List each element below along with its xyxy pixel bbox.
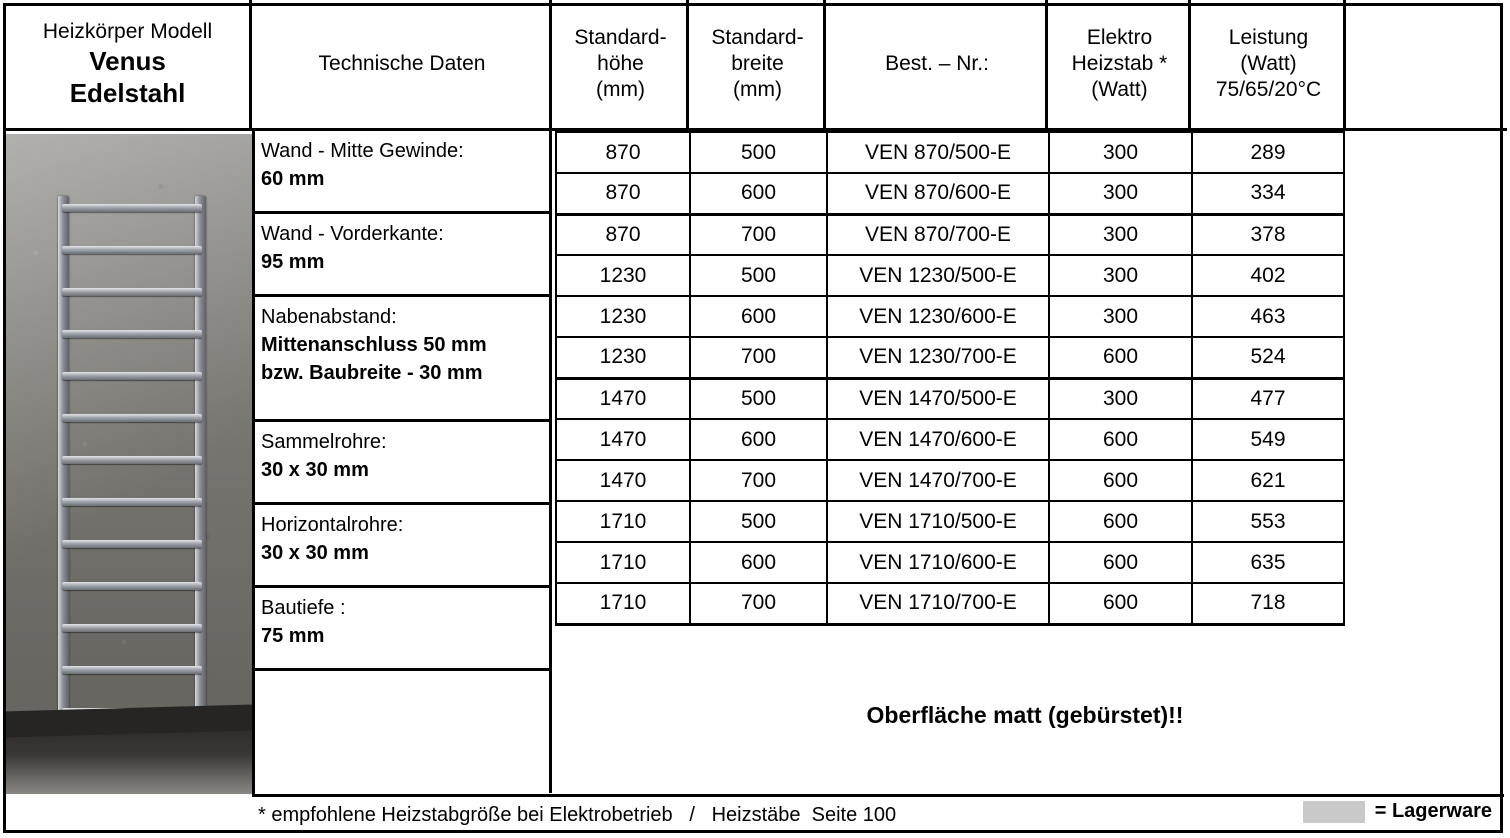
cell-width: 600 — [690, 419, 827, 460]
table-row — [556, 173, 1344, 214]
cell-width: 500 — [690, 501, 827, 542]
table-row — [556, 419, 1344, 460]
footer — [258, 798, 1498, 832]
cell-output: 334 — [1192, 173, 1344, 214]
table-row — [556, 460, 1344, 501]
spec-value: 75 mm — [261, 625, 325, 647]
cell-height: 1470 — [556, 419, 690, 460]
cell-width: 700 — [690, 460, 827, 501]
header-model-cell — [6, 0, 252, 128]
cell-heating-rod: 300 — [1049, 132, 1192, 173]
cell-order-number: VEN 1710/500-E — [827, 501, 1049, 542]
cell-height: 870 — [556, 132, 690, 173]
header-electric-rod-l2: Heizstab * — [1071, 52, 1168, 75]
header-output-conditions: 75/65/20°C — [1215, 78, 1322, 101]
technical-data-column — [255, 131, 552, 793]
cell-heating-rod: 600 — [1049, 501, 1192, 542]
header-order-number-label: Best. – Nr.: — [885, 52, 989, 75]
cell-order-number: VEN 1470/500-E — [827, 378, 1049, 419]
spec-row — [255, 131, 549, 214]
footer-rule — [255, 794, 1504, 797]
header-output — [1194, 0, 1346, 128]
header-output-l1: Leistung — [1228, 26, 1309, 49]
radiator-rail — [62, 540, 202, 548]
cell-output: 549 — [1192, 419, 1344, 460]
radiator-right-post — [195, 196, 206, 744]
cell-order-number: VEN 870/600-E — [827, 173, 1049, 214]
image-floor — [6, 722, 252, 794]
spec-row — [255, 214, 549, 297]
cell-heating-rod: 300 — [1049, 378, 1192, 419]
cell-order-number: VEN 1710/600-E — [827, 542, 1049, 583]
radiator-left-post — [58, 196, 69, 744]
header-standard-width-unit: (mm) — [733, 78, 782, 101]
cell-output: 635 — [1192, 542, 1344, 583]
stock-color-swatch — [1303, 801, 1365, 823]
cell-height: 1710 — [556, 501, 690, 542]
header-electric-rod-l1: Elektro — [1086, 26, 1153, 49]
cell-height: 1230 — [556, 296, 690, 337]
spec-row — [255, 505, 549, 588]
cell-heating-rod: 300 — [1049, 214, 1192, 255]
cell-width: 700 — [690, 583, 827, 624]
cell-output: 378 — [1192, 214, 1344, 255]
cell-order-number: VEN 1470/600-E — [827, 419, 1049, 460]
header-order-number — [829, 0, 1048, 128]
cell-width: 600 — [690, 296, 827, 337]
cell-width: 700 — [690, 214, 827, 255]
product-image — [6, 134, 252, 794]
model-name-line2: Edelstahl — [69, 78, 186, 108]
cell-heating-rod: 600 — [1049, 542, 1192, 583]
cell-order-number: VEN 870/500-E — [827, 132, 1049, 173]
model-name-line1: Venus — [89, 46, 166, 76]
header-output-unit: (Watt) — [1240, 52, 1297, 75]
stock-legend — [1303, 800, 1492, 823]
cell-height: 1470 — [556, 460, 690, 501]
spec-empty-row — [255, 671, 549, 793]
cell-heating-rod: 600 — [1049, 460, 1192, 501]
cell-order-number: VEN 870/700-E — [827, 214, 1049, 255]
spec-label: Nabenabstand: — [261, 306, 397, 328]
table-row — [556, 501, 1344, 542]
footer-note: * empfohlene Heizstabgröße bei Elektrobetrieb / Heizstäbe Seite 100 — [258, 803, 897, 826]
cell-width: 600 — [690, 173, 827, 214]
cell-height: 1710 — [556, 542, 690, 583]
spec-value: Mittenanschluss 50 mm — [261, 334, 487, 356]
cell-output: 718 — [1192, 583, 1344, 624]
radiator-illustration — [58, 196, 206, 744]
radiator-rail — [62, 372, 202, 380]
table-row — [556, 132, 1344, 173]
radiator-rail — [62, 246, 202, 254]
cell-heating-rod: 600 — [1049, 419, 1192, 460]
cell-output: 524 — [1192, 337, 1344, 378]
table-row — [556, 214, 1344, 255]
table-row — [556, 542, 1344, 583]
cell-output: 463 — [1192, 296, 1344, 337]
radiator-rail — [62, 498, 202, 506]
cell-width: 500 — [690, 132, 827, 173]
cell-height: 1710 — [556, 583, 690, 624]
cell-heating-rod: 300 — [1049, 296, 1192, 337]
radiator-rail — [62, 582, 202, 590]
cell-height: 870 — [556, 173, 690, 214]
header-tech-data — [255, 0, 552, 128]
spec-label: Horizontalrohre: — [261, 514, 404, 536]
spec-label: Bautiefe : — [261, 597, 346, 619]
spec-value: 30 x 30 mm — [261, 542, 369, 564]
table-row — [556, 378, 1344, 419]
cell-output: 289 — [1192, 132, 1344, 173]
header-electric-rod — [1051, 0, 1191, 128]
header-standard-height-unit: (mm) — [596, 78, 645, 101]
header-tech-data-label: Technische Daten — [318, 52, 486, 75]
cell-output: 553 — [1192, 501, 1344, 542]
spec-label: Wand - Vorderkante: — [261, 223, 444, 245]
cell-heating-rod: 300 — [1049, 173, 1192, 214]
cell-order-number: VEN 1230/700-E — [827, 337, 1049, 378]
cell-order-number: VEN 1230/600-E — [827, 296, 1049, 337]
cell-height: 1470 — [556, 378, 690, 419]
spec-value: 95 mm — [261, 251, 325, 273]
header-standard-height-l2: höhe — [597, 52, 644, 75]
table-row — [556, 296, 1344, 337]
cell-output: 402 — [1192, 255, 1344, 296]
stock-legend-label: = Lagerware — [1374, 800, 1492, 822]
spec-row — [255, 588, 549, 671]
table-row — [556, 337, 1344, 378]
spec-label: Wand - Mitte Gewinde: — [261, 140, 464, 162]
cell-output: 477 — [1192, 378, 1344, 419]
radiator-rail — [62, 624, 202, 632]
cell-width: 600 — [690, 542, 827, 583]
cell-heating-rod: 600 — [1049, 583, 1192, 624]
cell-height: 1230 — [556, 255, 690, 296]
cell-order-number: VEN 1710/700-E — [827, 583, 1049, 624]
header-standard-width-l2: breite — [731, 52, 784, 75]
header-electric-rod-unit: (Watt) — [1091, 78, 1148, 101]
spec-row — [255, 297, 549, 422]
spec-value-extra: bzw. Baubreite - 30 mm — [261, 362, 483, 384]
table-row — [556, 255, 1344, 296]
header-standard-width-l1: Standard- — [711, 26, 804, 49]
spec-value: 30 x 30 mm — [261, 459, 369, 481]
radiator-rail — [62, 288, 202, 296]
cell-width: 500 — [690, 378, 827, 419]
radiator-rail — [62, 414, 202, 422]
table-body — [556, 132, 1344, 624]
cell-height: 870 — [556, 214, 690, 255]
radiator-rail — [62, 330, 202, 338]
radiator-rail — [62, 666, 202, 674]
header-standard-height-l1: Standard- — [574, 26, 667, 49]
radiator-rail — [62, 456, 202, 464]
header-standard-height — [555, 0, 689, 128]
spec-row — [255, 422, 549, 505]
radiator-rail — [62, 204, 202, 212]
cell-order-number: VEN 1470/700-E — [827, 460, 1049, 501]
specification-table — [555, 131, 1345, 626]
cell-width: 700 — [690, 337, 827, 378]
header-standard-width — [692, 0, 826, 128]
cell-order-number: VEN 1230/500-E — [827, 255, 1049, 296]
spec-label: Sammelrohre: — [261, 431, 387, 453]
table-row — [556, 583, 1344, 624]
cell-width: 500 — [690, 255, 827, 296]
cell-height: 1230 — [556, 337, 690, 378]
cell-heating-rod: 300 — [1049, 255, 1192, 296]
cell-heating-rod: 600 — [1049, 337, 1192, 378]
surface-note: Oberfläche matt (gebürstet)!! — [866, 702, 1184, 728]
model-label: Heizkörper Modell — [42, 20, 213, 43]
spec-value: 60 mm — [261, 168, 325, 190]
cell-output: 621 — [1192, 460, 1344, 501]
